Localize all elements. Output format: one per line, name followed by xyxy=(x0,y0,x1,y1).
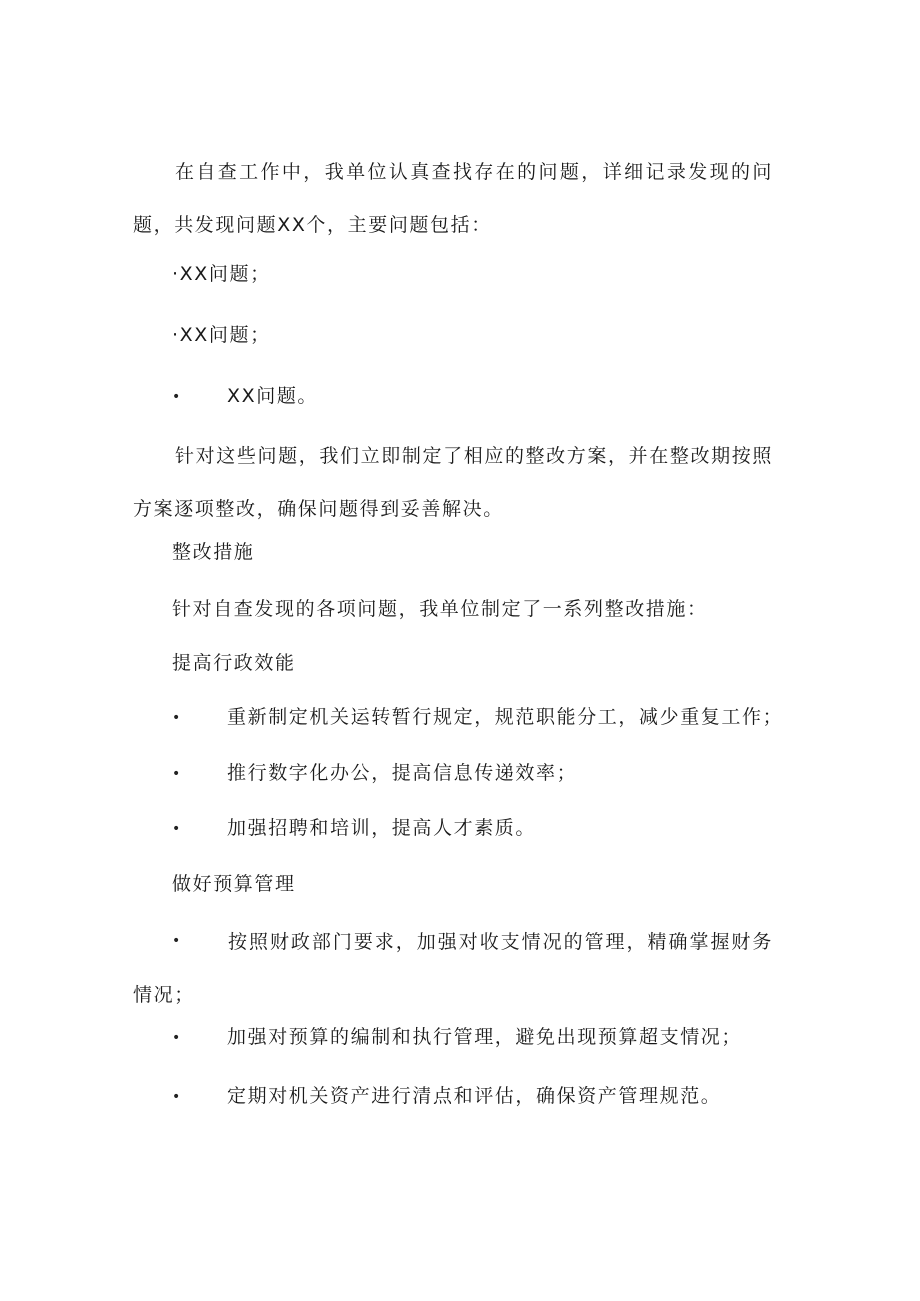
efficiency-item-3: 加强招聘和培训，提高人才素质。 xyxy=(227,817,537,839)
bullet-icon: • xyxy=(172,710,181,726)
budget-heading: 做好预算管理 xyxy=(172,873,296,895)
section-intro: 针对自查发现的各项问题，我单位制定了一系列整改措施： xyxy=(172,598,708,620)
bullet-icon: • xyxy=(172,1030,181,1046)
efficiency-heading: 提高行政效能 xyxy=(172,652,296,674)
intro-paragraph: 在自查工作中，我单位认真查找存在的问题，详细记录发现的问题，共发现问题XX个，主要问题包括： xyxy=(133,161,773,236)
section-title: 整改措施 xyxy=(172,541,255,563)
efficiency-item-1: 重新制定机关运转暂行规定，规范职能分工，减少重复工作； xyxy=(227,706,784,728)
efficiency-item-2: 推行数字化办公，提高信息传递效率； xyxy=(227,762,578,784)
problem-item-3: XX问题。 xyxy=(227,385,319,407)
bullet-icon: • xyxy=(172,933,181,949)
bullet-icon: • xyxy=(172,389,181,405)
bullet-icon: • xyxy=(172,766,181,782)
bullet-icon: • xyxy=(172,821,181,837)
budget-item-1: 按照财政部门要求，加强对收支情况的管理，精确掌握财务情况； xyxy=(133,931,773,1006)
bullet-icon: • xyxy=(172,1089,181,1105)
budget-item-2: 加强对预算的编制和执行管理，避免出现预算超支情况； xyxy=(227,1026,743,1048)
budget-item-3: 定期对机关资产进行清点和评估，确保资产管理规范。 xyxy=(227,1085,722,1107)
problem-item-1: ·XX问题； xyxy=(172,263,271,285)
rectify-paragraph: 针对这些问题，我们立即制定了相应的整改方案，并在整改期按照方案逐项整改，确保问题得到妥善解决。 xyxy=(133,445,773,520)
problem-item-2: ·XX问题； xyxy=(172,324,271,346)
